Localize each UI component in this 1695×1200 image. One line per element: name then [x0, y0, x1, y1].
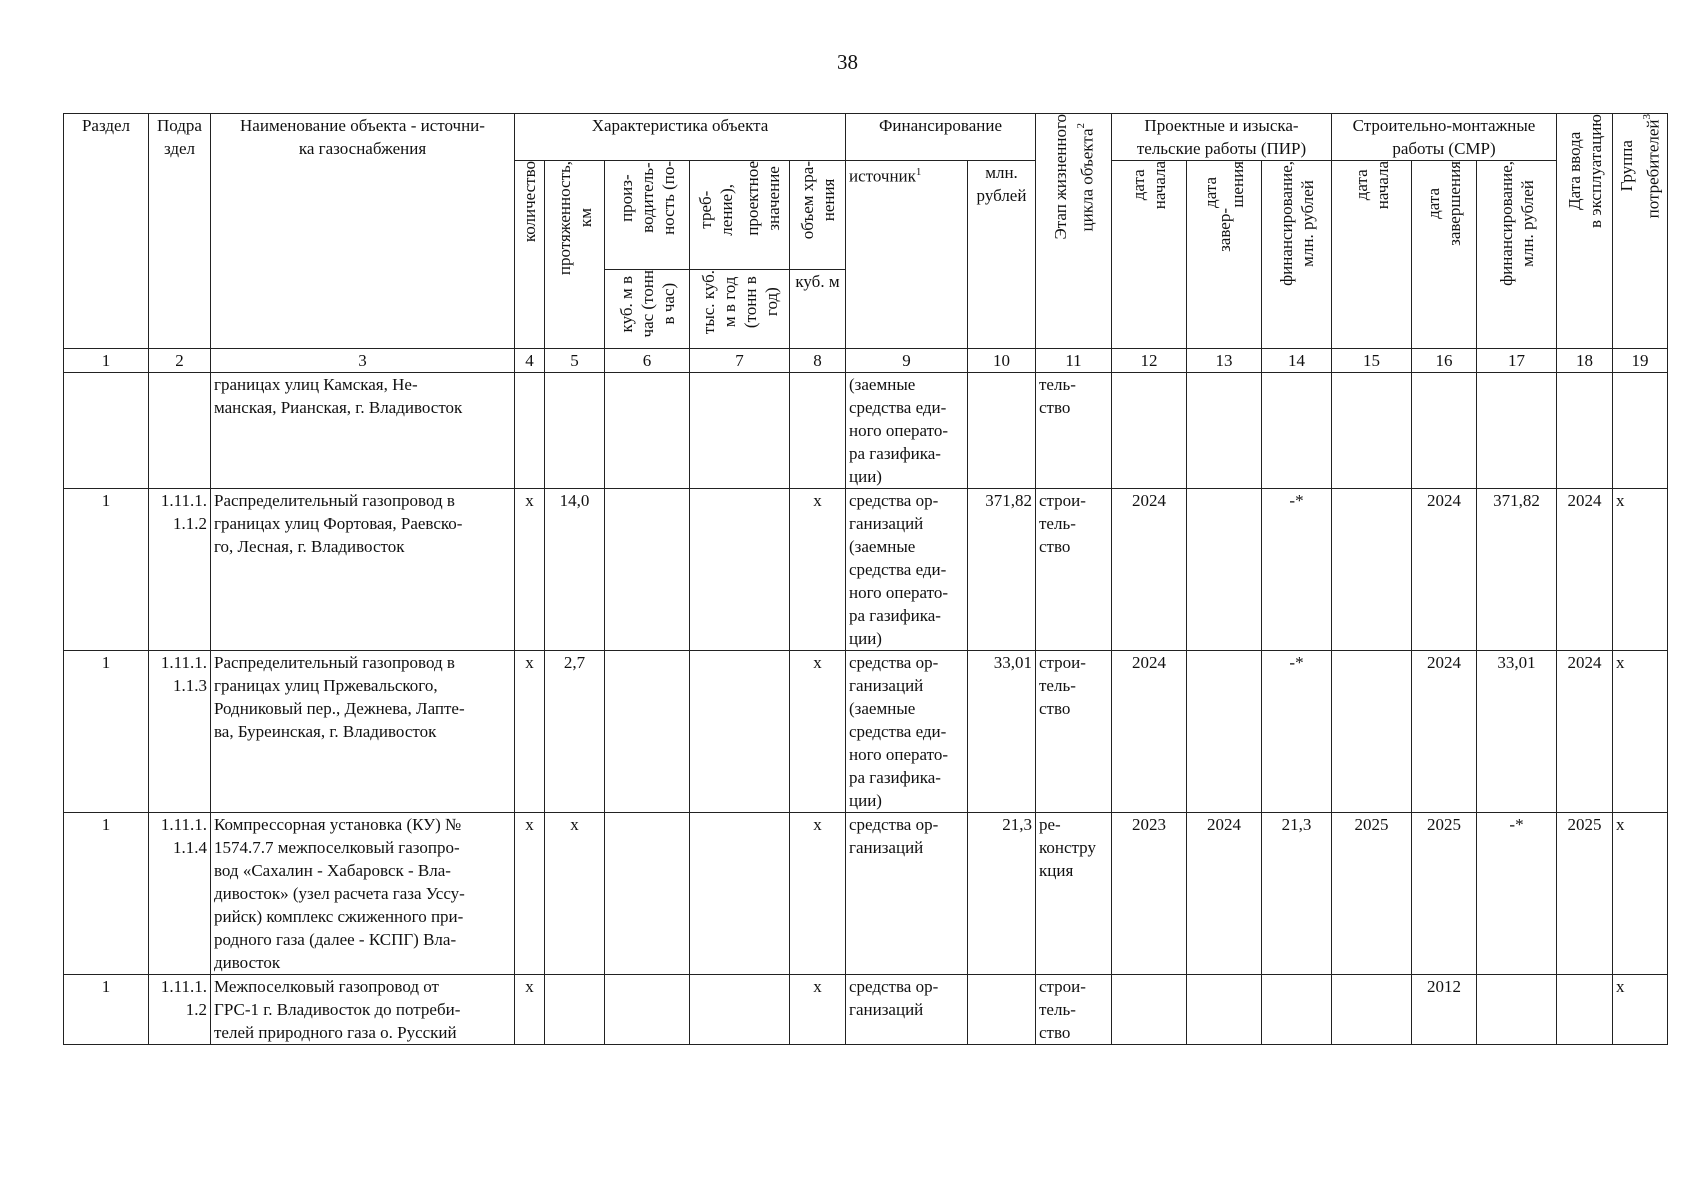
cell-podrazdel: 1.11.1. 1.2: [149, 975, 211, 1045]
cell-smr-start: [1332, 373, 1412, 489]
column-number: 1: [64, 349, 149, 373]
header-capacity: произ- водитель- ность (по-: [605, 161, 690, 270]
table-row: [64, 813, 1668, 975]
column-number: 8: [790, 349, 846, 373]
cell-smr-start: [1332, 489, 1412, 651]
column-number: 3: [211, 349, 515, 373]
cell-consumption: [690, 975, 790, 1045]
table-row: [64, 373, 1668, 489]
cell-stage: ре- констру кция: [1036, 813, 1112, 975]
cell-consumption: [690, 651, 790, 813]
cell-pir-financing: -*: [1262, 489, 1332, 651]
cell-stage: строи- тель- ство: [1036, 489, 1112, 651]
cell-commissioning: [1557, 373, 1613, 489]
cell-consumption: [690, 813, 790, 975]
cell-object-name: границах улиц Камская, Не- манская, Рианская, г. Владивосток: [211, 373, 515, 489]
cell-razdel: 1: [64, 489, 149, 651]
column-number: 12: [1112, 349, 1187, 373]
header-object-name: Наименование объекта - источни- ка газоснабжения: [211, 114, 515, 349]
cell-podrazdel: 1.11.1. 1.1.3: [149, 651, 211, 813]
column-number: 6: [605, 349, 690, 373]
cell-smr-financing: 33,01: [1477, 651, 1557, 813]
header-length-km: протяженность, км: [545, 161, 605, 349]
header-quantity: количество: [515, 161, 545, 349]
cell-pir-end: 2024: [1187, 813, 1262, 975]
cell-smr-financing: [1477, 975, 1557, 1045]
cell-smr-end: 2024: [1412, 489, 1477, 651]
cell-storage: х: [790, 651, 846, 813]
cell-consumption: [690, 489, 790, 651]
cell-smr-start: [1332, 651, 1412, 813]
cell-source: средства ор- ганизаций (заемные средства еди- ного операто- ра газифика- ции): [846, 651, 968, 813]
cell-pir-start: [1112, 373, 1187, 489]
header-unit-th-m3-year: тыс. куб. м в год (тонн в год): [690, 270, 790, 349]
cell-smr-start: [1332, 975, 1412, 1045]
header-lifecycle-stage: Этап жизненного цикла объекта$^2$: [1036, 114, 1112, 349]
cell-razdel: 1: [64, 813, 149, 975]
column-number: 13: [1187, 349, 1262, 373]
page-number: 38: [837, 50, 858, 74]
column-number: 15: [1332, 349, 1412, 373]
header-pir: Проектные и изыска- тельские работы (ПИР): [1112, 114, 1332, 161]
table-row: [64, 489, 1668, 651]
cell-mln-rub: 21,3: [968, 813, 1036, 975]
column-number: 4: [515, 349, 545, 373]
cell-smr-end: [1412, 373, 1477, 489]
cell-consumer-group: [1613, 373, 1668, 489]
cell-pir-financing: [1262, 975, 1332, 1045]
cell-length: [545, 975, 605, 1045]
table-row: [64, 651, 1668, 813]
header-razdel: Раздел: [64, 114, 149, 349]
cell-storage: х: [790, 489, 846, 651]
cell-stage: строи- тель- ство: [1036, 651, 1112, 813]
cell-pir-start: 2023: [1112, 813, 1187, 975]
cell-stage: тель- ство: [1036, 373, 1112, 489]
column-number: 17: [1477, 349, 1557, 373]
column-number: 2: [149, 349, 211, 373]
cell-capacity: [605, 813, 690, 975]
table-row: [64, 975, 1668, 1045]
cell-object-name: Распределительный газопровод в границах улиц Пржевальского, Родниковый пер., Дежнева, Лапте- ва, Буреинская, г. Владивосток: [211, 651, 515, 813]
cell-podrazdel: 1.11.1. 1.1.2: [149, 489, 211, 651]
cell-storage: х: [790, 813, 846, 975]
cell-pir-start: 2024: [1112, 489, 1187, 651]
gas-supply-table: [63, 113, 1668, 1045]
cell-smr-end: 2012: [1412, 975, 1477, 1045]
column-number: 7: [690, 349, 790, 373]
cell-consumption: [690, 373, 790, 489]
cell-podrazdel: [149, 373, 211, 489]
cell-smr-end: 2024: [1412, 651, 1477, 813]
cell-consumer-group: х: [1613, 651, 1668, 813]
column-number: 5: [545, 349, 605, 373]
cell-smr-financing: [1477, 373, 1557, 489]
cell-consumer-group: х: [1613, 813, 1668, 975]
cell-pir-end: [1187, 651, 1262, 813]
header-storage-volume: объем хра- нения: [790, 161, 846, 270]
cell-pir-start: 2024: [1112, 651, 1187, 813]
header-podrazdel: Подра здел: [149, 114, 211, 349]
header-consumer-group: Группа потребителей$^3$: [1613, 114, 1668, 349]
cell-capacity: [605, 651, 690, 813]
cell-length: [545, 373, 605, 489]
header-financing: Финансирование: [846, 114, 1036, 161]
cell-mln-rub: [968, 975, 1036, 1045]
header-source: источник$^1$: [846, 161, 968, 349]
cell-commissioning: [1557, 975, 1613, 1045]
column-number: 18: [1557, 349, 1613, 373]
header-smr: Строительно-монтажные работы (СМР): [1332, 114, 1557, 161]
cell-object-name: Межпоселковый газопровод от ГРС-1 г. Владивосток до потреби- телей природного газа о. Русский: [211, 975, 515, 1045]
cell-quantity: х: [515, 489, 545, 651]
cell-object-name: Компрессорная установка (КУ) № 1574.7.7 межпоселковый газопро- вод «Сахалин - Хабаровск - Вла- дивосток» (узел расчета газа Уссу- рийск) комплекс сжиженного при- родного газа (далее - КСПГ) Вла- дивосток: [211, 813, 515, 975]
cell-pir-end: [1187, 489, 1262, 651]
cell-source: средства ор- ганизаций: [846, 975, 968, 1045]
header-pir-end: дата шениязавер-: [1187, 161, 1262, 349]
header-mln-rub: млн. рублей: [968, 161, 1036, 349]
cell-pir-end: [1187, 975, 1262, 1045]
cell-mln-rub: [968, 373, 1036, 489]
cell-stage: строи- тель- ство: [1036, 975, 1112, 1045]
column-number: 11: [1036, 349, 1112, 373]
cell-smr-financing: 371,82: [1477, 489, 1557, 651]
cell-smr-end: 2025: [1412, 813, 1477, 975]
cell-capacity: [605, 373, 690, 489]
cell-consumer-group: х: [1613, 489, 1668, 651]
cell-razdel: 1: [64, 975, 149, 1045]
cell-mln-rub: 33,01: [968, 651, 1036, 813]
header-smr-start: дата начала: [1332, 161, 1412, 349]
cell-commissioning: 2024: [1557, 651, 1613, 813]
header-pir-start: дата начала: [1112, 161, 1187, 349]
header-characteristics: Характеристика объекта: [515, 114, 846, 161]
cell-object-name: Распределительный газопровод в границах улиц Фортовая, Раевско- го, Лесная, г. Владивосток: [211, 489, 515, 651]
cell-smr-start: 2025: [1332, 813, 1412, 975]
column-number: 10: [968, 349, 1036, 373]
column-number: 14: [1262, 349, 1332, 373]
cell-commissioning: 2025: [1557, 813, 1613, 975]
cell-podrazdel: 1.11.1. 1.1.4: [149, 813, 211, 975]
column-number: 9: [846, 349, 968, 373]
cell-source: средства ор- ганизаций: [846, 813, 968, 975]
header-commissioning-date: Дата ввода в эксплуатацию: [1557, 114, 1613, 349]
cell-pir-financing: [1262, 373, 1332, 489]
cell-pir-start: [1112, 975, 1187, 1045]
cell-consumer-group: х: [1613, 975, 1668, 1045]
cell-razdel: [64, 373, 149, 489]
column-numbers-row: [64, 349, 1668, 373]
cell-length: 2,7: [545, 651, 605, 813]
cell-source: средства ор- ганизаций (заемные средства еди- ного операто- ра газифика- ции): [846, 489, 968, 651]
cell-storage: х: [790, 975, 846, 1045]
cell-commissioning: 2024: [1557, 489, 1613, 651]
cell-quantity: х: [515, 651, 545, 813]
cell-quantity: х: [515, 813, 545, 975]
column-number: 16: [1412, 349, 1477, 373]
cell-length: 14,0: [545, 489, 605, 651]
header-smr-end: дата завершения: [1412, 161, 1477, 349]
cell-mln-rub: 371,82: [968, 489, 1036, 651]
cell-storage: [790, 373, 846, 489]
cell-quantity: [515, 373, 545, 489]
header-unit-m3-hour: куб. м в час (тонн в час): [605, 270, 690, 349]
cell-pir-financing: 21,3: [1262, 813, 1332, 975]
cell-quantity: х: [515, 975, 545, 1045]
cell-source: (заемные средства еди- ного операто- ра газифика- ции): [846, 373, 968, 489]
cell-razdel: 1: [64, 651, 149, 813]
column-number: 19: [1613, 349, 1668, 373]
cell-capacity: [605, 489, 690, 651]
cell-pir-financing: -*: [1262, 651, 1332, 813]
header-smr-financing: финансирование, млн. рублей: [1477, 161, 1557, 349]
cell-pir-end: [1187, 373, 1262, 489]
header-consumption: треб- ление), проектное значение: [690, 161, 790, 270]
header-pir-financing: финансирование, млн. рублей: [1262, 161, 1332, 349]
header-unit-m3: куб. м: [790, 270, 846, 349]
cell-length: х: [545, 813, 605, 975]
cell-smr-financing: -*: [1477, 813, 1557, 975]
cell-capacity: [605, 975, 690, 1045]
